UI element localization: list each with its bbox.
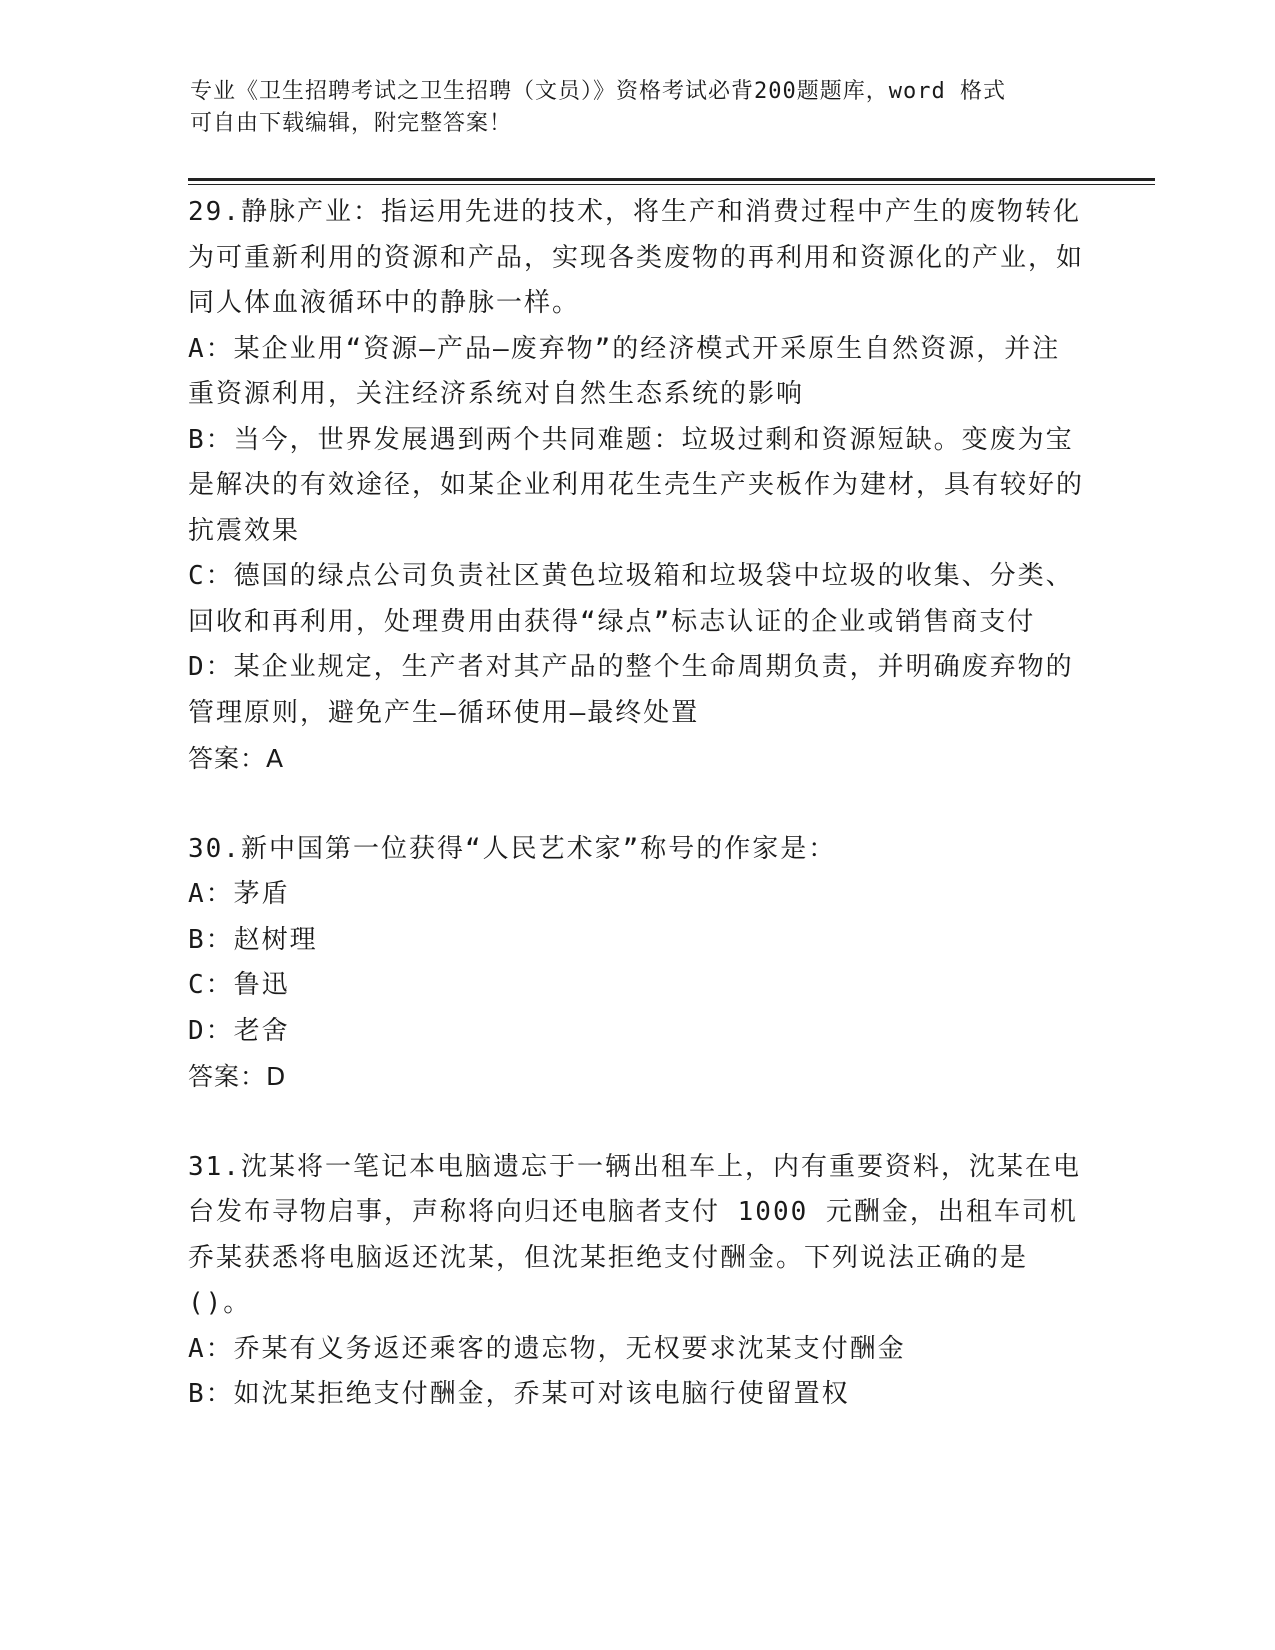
spacer — [188, 1100, 1088, 1145]
question-31 — [188, 1145, 1088, 1418]
option-b: B：当今，世界发展遇到两个共同难题：垃圾过剩和资源短缺。变废为宝是解决的有效途径，如某企业利用花生壳生产夹板作为建材，具有较好的抗震效果 — [188, 424, 1085, 546]
header-divider-thick — [188, 178, 1155, 181]
answer-label: 答案：D — [188, 1062, 287, 1091]
question-text: 30.新中国第一位获得“人民艺术家”称号的作家是： — [188, 833, 837, 864]
option-c: C：鲁迅 — [188, 970, 290, 1000]
header-divider-thin — [188, 184, 1155, 185]
document-header — [190, 76, 1070, 140]
option-d: D：老舍 — [188, 1015, 290, 1046]
question-30 — [188, 827, 1088, 1100]
question-text: 31.沈某将一笔记本电脑遗忘于一辆出租车上，内有重要资料，沈某在电台发布寻物启事，声称将向归还电脑者支付 1000 元酬金，出租车司机乔某获悉将电脑返还沈某，但沈某拒绝支付酬金。下列说法正确的是()。 — [188, 1151, 1081, 1318]
option-a: A：茅盾 — [188, 879, 290, 909]
answer-label: 答案：A — [188, 744, 285, 773]
option-a: A：某企业用“资源—产品—废弃物”的经济模式开采原生自然资源，并注重资源利用，关注经济系统对自然生态系统的影响 — [188, 333, 1061, 409]
option-a: A：乔某有义务返还乘客的遗忘物，无权要求沈某支付酬金 — [188, 1333, 906, 1364]
option-b: B：赵树理 — [188, 924, 318, 955]
header-line-1: 专业《卫生招聘考试之卫生招聘（文员）》资格考试必背200题题库，word 格式 — [190, 79, 1006, 104]
spacer — [188, 782, 1088, 827]
option-b: B：如沈某拒绝支付酬金，乔某可对该电脑行使留置权 — [188, 1379, 850, 1409]
question-29 — [188, 190, 1088, 782]
option-d: D：某企业规定，生产者对其产品的整个生命周期负责，并明确废弃物的管理原则，避免产生—循环使用—最终处置 — [188, 652, 1074, 728]
header-line-2: 可自由下载编辑，附完整答案！ — [190, 111, 513, 136]
question-text: 29.静脉产业：指运用先进的技术，将生产和消费过程中产生的废物转化为可重新利用的资源和产品，实现各类废物的再利用和资源化的产业，如同人体血液循环中的静脉一样。 — [188, 197, 1085, 318]
option-c: C：德国的绿点公司负责社区黄色垃圾箱和垃圾袋中垃圾的收集、分类、回收和再利用，处理费用由获得“绿点”标志认证的企业或销售商支付 — [188, 561, 1074, 637]
question-list — [188, 190, 1088, 1418]
